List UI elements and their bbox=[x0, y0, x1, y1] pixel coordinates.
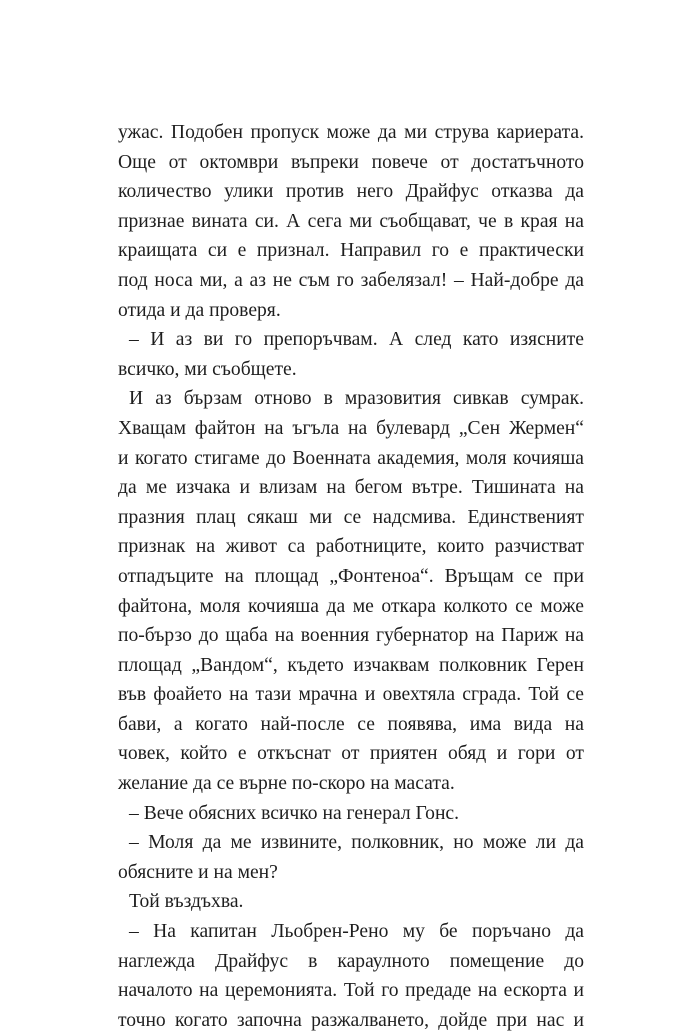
text-line: желание да се върне по-скоро на масата. bbox=[118, 773, 455, 795]
text-line: по-бързо до щаба на военния губернатор на Париж на bbox=[118, 625, 584, 647]
text-line: Той въздъхва. bbox=[129, 891, 244, 913]
text-line: – На капитан Льобрен-Рено му бе поръчано да bbox=[129, 921, 584, 943]
text-line: признае вината си. А сега ми съобщават, че в края на bbox=[118, 210, 584, 232]
text-line: ужас. Подобен пропуск може да ми струва кариерата. bbox=[118, 122, 584, 143]
text-line: наглежда Драйфус в караулното помещение до bbox=[118, 950, 584, 972]
text-line: човек, който е откъснат от приятен обяд и гори от bbox=[118, 743, 584, 765]
text-line: и когато стигаме до Военната академия, моля кочияша bbox=[118, 447, 584, 469]
text-line: количество улики против него Драйфус отказва да bbox=[118, 181, 584, 203]
text-line: началото на церемонията. Той го предаде на ескорта и bbox=[118, 980, 584, 1002]
text-line: – И аз ви го препоръчвам. А след като изясните bbox=[129, 329, 584, 351]
text-line: Още от октомври въпреки повече от достатъчното bbox=[118, 151, 584, 173]
text-line: – Вече обясних всичко на генерал Гонс. bbox=[129, 802, 460, 824]
text-line: признак на живот са работниците, които разчистват bbox=[118, 536, 584, 558]
text-line: бави, а когато най-после се появява, има вида на bbox=[118, 713, 584, 735]
text-line: обясните и на мен? bbox=[118, 861, 278, 883]
text-line: И аз бързам отново в мразовития сивкав сумрак. bbox=[129, 388, 584, 410]
text-line: да ме изчака и влизам на бегом вътре. Тишината на bbox=[118, 477, 584, 499]
text-line: под носа ми, а аз не съм го забелязал! – Най-добре да bbox=[118, 269, 584, 291]
text-line: всичко, ми съобщете. bbox=[118, 358, 297, 380]
text-line: празния плац сякаш ми се надсмива. Единственият bbox=[118, 506, 584, 528]
text-line: площад „Вандом“, където изчаквам полковник Герен bbox=[118, 654, 584, 676]
text-line: отпадъците на площад „Фонтеноа“. Връщам се при bbox=[118, 565, 584, 587]
text-line: Хващам файтон на ъгъла на булевард „Сен Жермен“ bbox=[118, 417, 584, 439]
text-line: краищата си е признал. Направил го е практически bbox=[118, 240, 584, 262]
text-line: точно когато започна разжалването, дойде при нас и bbox=[118, 1009, 584, 1031]
text-line: във фоайето на тази мрачна и овехтяла сграда. Той се bbox=[118, 684, 584, 706]
body-text bbox=[118, 118, 584, 1035]
text-line: файтона, моля кочияша да ме откара колкото се може bbox=[118, 595, 584, 617]
text-line: отида и да проверя. bbox=[118, 299, 281, 321]
text-line: – Моля да ме извините, полковник, но може ли да bbox=[129, 832, 584, 854]
